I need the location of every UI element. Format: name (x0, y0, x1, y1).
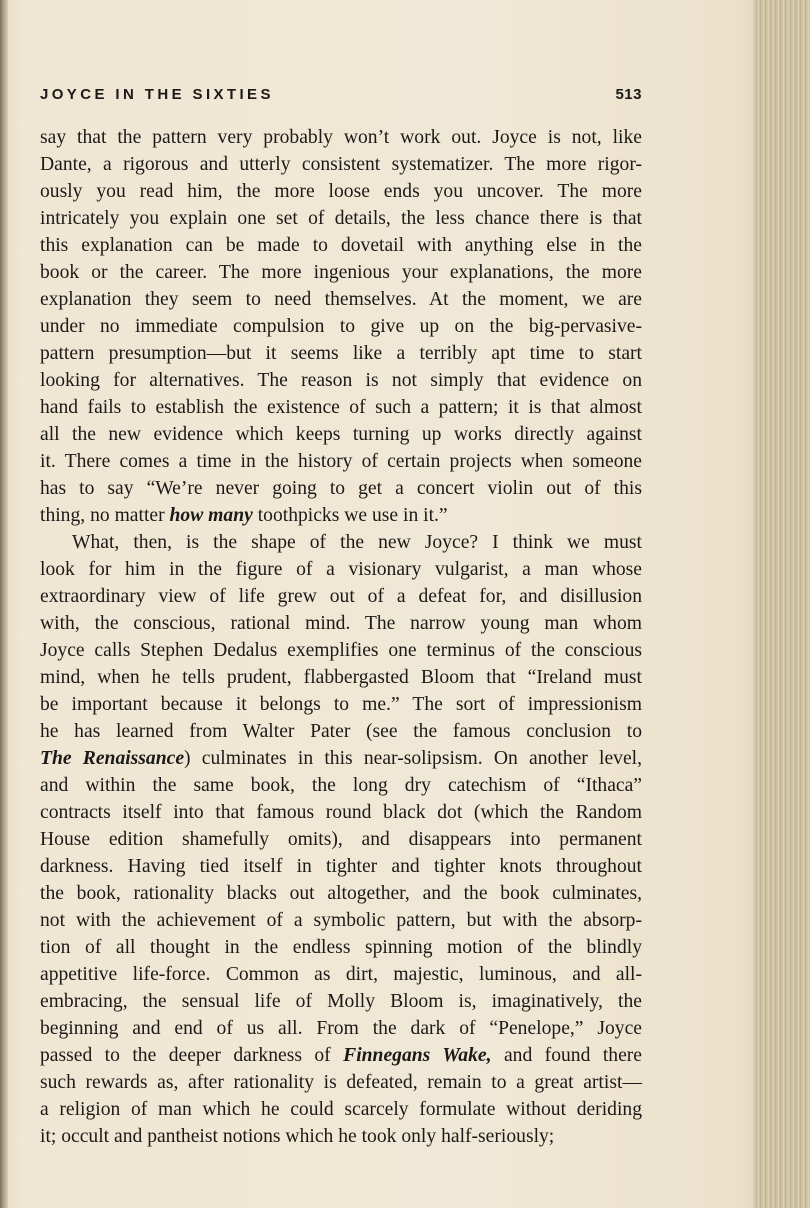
text-segment: book or the career. The more ingenious your explanations, the more (40, 262, 642, 283)
text-segment: House edition shamefully omits), and disappears into permanent (40, 829, 642, 850)
italic-title: how many (169, 505, 253, 526)
text-segment: and found there (491, 1045, 642, 1066)
text-line (40, 799, 642, 826)
text-line (40, 124, 642, 151)
text-line (40, 232, 642, 259)
text-line (40, 637, 642, 664)
text-segment: all the new evidence which keeps turning up works directly against (40, 424, 642, 445)
text-segment: a religion of man which he could scarcely formulate without deriding (40, 1099, 642, 1120)
text-segment: look for him in the figure of a visionary vulgarist, a man whose (40, 559, 642, 580)
text-segment: say that the pattern very probably won’t work out. Joyce is not, like (40, 127, 642, 148)
text-line (40, 880, 642, 907)
page-header (40, 86, 642, 110)
text-segment: contracts itself into that famous round black dot (which the Random (40, 802, 642, 823)
text-line (40, 961, 642, 988)
text-segment: What, then, is the shape of the new Joyce? I think we must (72, 532, 642, 553)
text-line (40, 610, 642, 637)
text-line (40, 1015, 642, 1042)
text-line (40, 259, 642, 286)
text-segment: extraordinary view of life grew out of a defeat for, and disillusion (40, 586, 642, 607)
text-segment: intricately you explain one set of details, the less chance there is that (40, 208, 642, 229)
text-line (40, 1123, 642, 1150)
text-line (40, 340, 642, 367)
page-number: 513 (615, 86, 642, 103)
text-segment: appetitive life-force. Common as dirt, majestic, luminous, and all- (40, 964, 642, 985)
paragraph (40, 529, 642, 1150)
body-text (40, 124, 642, 1150)
text-segment: looking for alternatives. The reason is not simply that evidence on (40, 370, 642, 391)
text-segment: not with the achievement of a symbolic pattern, but with the absorp- (40, 910, 642, 931)
book-gutter (0, 0, 8, 1208)
text-line (40, 1096, 642, 1123)
text-segment: mind, when he tells prudent, flabbergasted Bloom that “Ireland must (40, 667, 642, 688)
paragraph (40, 124, 642, 529)
text-line (40, 583, 642, 610)
text-line (40, 1069, 642, 1096)
text-line (40, 826, 642, 853)
text-segment: ) culminates in this near-solipsism. On another level, (184, 748, 642, 769)
text-line (40, 475, 642, 502)
text-segment: ously you read him, the more loose ends you uncover. The more (40, 181, 642, 202)
text-segment: and within the same book, the long dry catechism of “Ithaca” (40, 775, 642, 796)
text-line (40, 448, 642, 475)
text-segment: beginning and end of us all. From the dark of “Penelope,” Joyce (40, 1018, 642, 1039)
italic-title: Finnegans Wake, (343, 1045, 492, 1066)
text-segment: this explanation can be made to dovetail with anything else in the (40, 235, 642, 256)
text-segment: toothpicks we use in it.” (252, 505, 448, 526)
text-line (40, 421, 642, 448)
text-segment: under no immediate compulsion to give up on the big-pervasive- (40, 316, 642, 337)
text-segment: it. There comes a time in the history of certain projects when someone (40, 451, 642, 472)
text-line (40, 907, 642, 934)
text-line (40, 286, 642, 313)
text-line (40, 1042, 642, 1069)
text-segment: darkness. Having tied itself in tighter and tighter knots throughout (40, 856, 642, 877)
text-segment: it; occult and pantheist notions which he took only half-seriously; (40, 1126, 555, 1147)
text-segment: Joyce calls Stephen Dedalus exemplifies one terminus of the conscious (40, 640, 642, 661)
text-line (40, 367, 642, 394)
text-segment: explanation they seem to need themselves. At the moment, we are (40, 289, 642, 310)
text-segment: such rewards as, after rationality is defeated, remain to a great artist— (40, 1072, 642, 1093)
text-line (40, 529, 642, 556)
text-line (40, 664, 642, 691)
text-segment: hand fails to establish the existence of such a pattern; it is that almost (40, 397, 642, 418)
text-segment: with, the conscious, rational mind. The narrow young man whom (40, 613, 642, 634)
text-line (40, 178, 642, 205)
text-line (40, 934, 642, 961)
text-segment: passed to the deeper darkness of (40, 1045, 344, 1066)
text-segment: he has learned from Walter Pater (see the famous conclusion to (40, 721, 642, 742)
text-segment: the book, rationality blacks out altogether, and the book culminates, (40, 883, 642, 904)
italic-title: The Renaissance (40, 748, 185, 769)
text-segment: Dante, a rigorous and utterly consistent systematizer. The more rigor- (40, 154, 642, 175)
text-line (40, 988, 642, 1015)
text-line (40, 772, 642, 799)
text-line (40, 691, 642, 718)
text-line (40, 502, 642, 529)
text-line (40, 745, 642, 772)
text-line (40, 313, 642, 340)
text-line (40, 718, 642, 745)
text-segment: thing, no matter (40, 505, 170, 526)
text-line (40, 151, 642, 178)
text-line (40, 853, 642, 880)
text-line (40, 394, 642, 421)
text-segment: tion of all thought in the endless spinning motion of the blindly (40, 937, 642, 958)
text-segment: pattern presumption—but it seems like a terribly apt time to start (40, 343, 642, 364)
text-line (40, 556, 642, 583)
text-line (40, 205, 642, 232)
text-segment: has to say “We’re never going to get a concert violin out of this (40, 478, 642, 499)
running-head: JOYCE IN THE SIXTIES (40, 86, 274, 103)
text-segment: be important because it belongs to me.” The sort of impressionism (40, 694, 642, 715)
text-segment: embracing, the sensual life of Molly Bloom is, imaginatively, the (40, 991, 642, 1012)
page-edges (757, 0, 810, 1208)
